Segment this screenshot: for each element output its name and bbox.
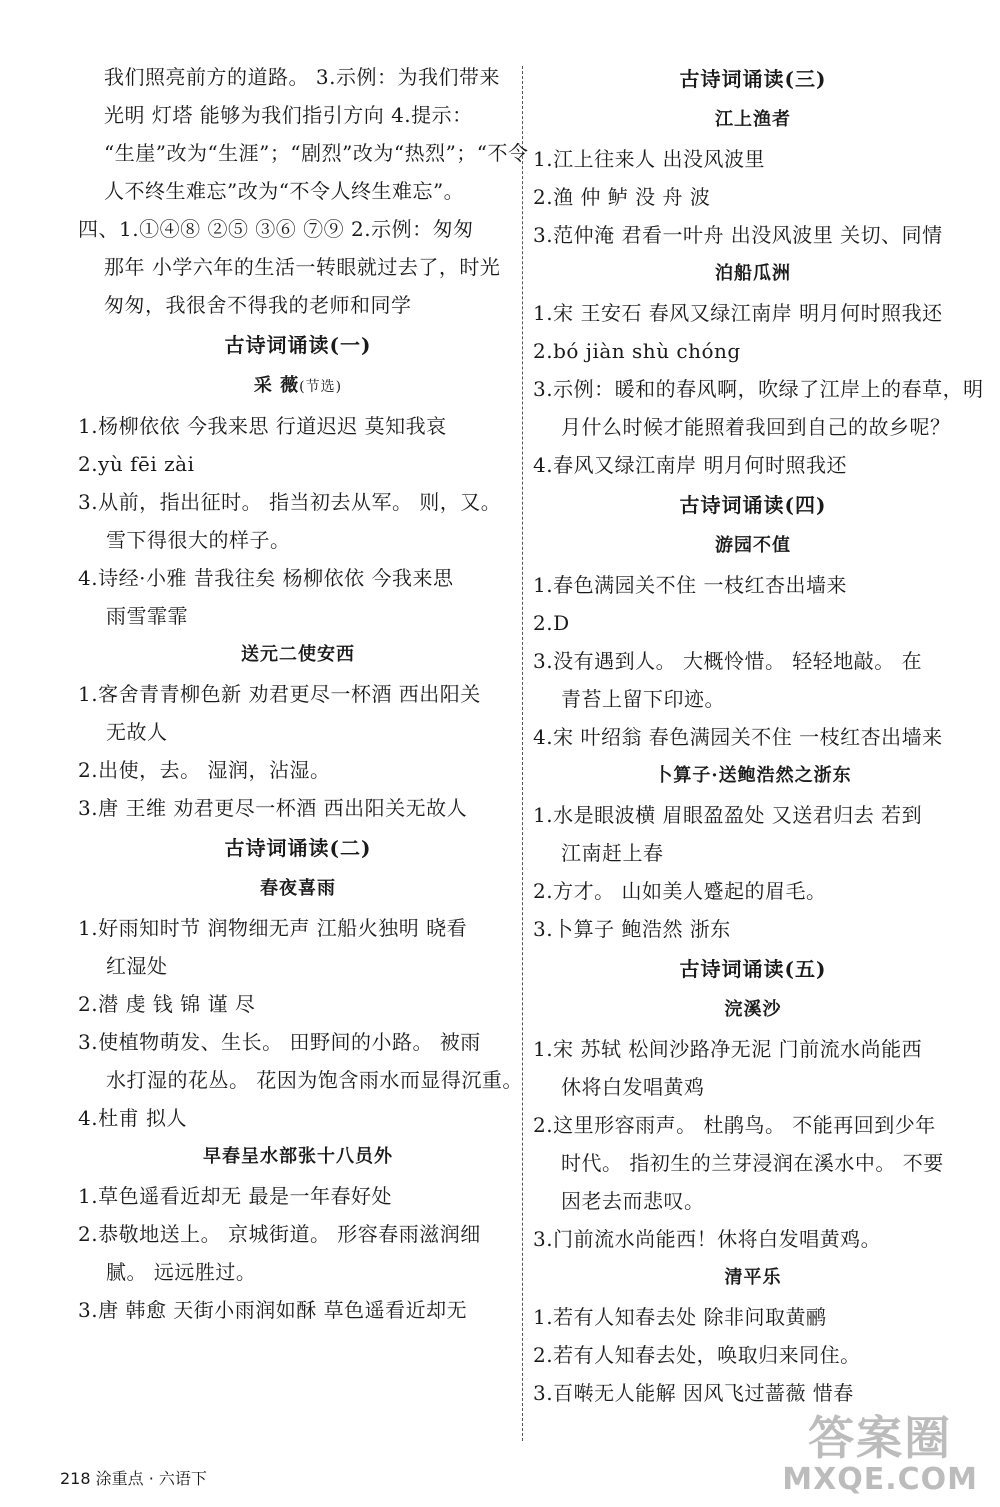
right-column <box>533 58 984 1412</box>
answer-line: 水打湿的花丛。 花因为饱含雨水而显得沉重。 <box>106 1068 523 1092</box>
answer-line: 4.诗经·小雅 昔我往矣 杨柳依依 今我来思 <box>78 566 454 590</box>
answer-line: 1.宋 王安石 春风又绿江南岸 明月何时照我还 <box>533 301 943 325</box>
answer-line: 4.春风又绿江南岸 明月何时照我还 <box>533 453 847 477</box>
poem-title <box>533 756 973 796</box>
answer-line: 时代。 指初生的兰芽浸润在溪水中。 不要 <box>561 1151 944 1175</box>
poem-title <box>78 1137 518 1177</box>
answer-line: 匆匆，我很舍不得我的老师和同学 <box>104 293 412 317</box>
section-heading: 古诗词诵读(二) <box>224 836 372 860</box>
answer-line: 1.宋 苏轼 松间沙路净无泥 门前流水尚能西 <box>533 1037 923 1061</box>
poem-title-text: 卜算子·送鲍浩然之浙东 <box>654 765 852 786</box>
answer-line: 3.从前，指出征时。 指当初去从军。 则，又。 <box>78 490 502 514</box>
answer-line: 1.水是眼波横 眉眼盈盈处 又送君归去 若到 <box>533 803 923 827</box>
poem-title-text: 采 薇 <box>253 375 300 396</box>
answer-line: 3.卜算子 鲍浩然 浙东 <box>533 917 731 941</box>
left-column <box>78 58 529 1329</box>
poem-title-text: 泊船瓜洲 <box>715 263 791 284</box>
answer-line: 3.范仲淹 君看一叶舟 出没风波里 关切、同情 <box>533 223 943 247</box>
answer-line: 3.使植物萌发、生长。 田野间的小路。 被雨 <box>78 1030 481 1054</box>
page-footer <box>60 1466 207 1489</box>
watermark-text: 答案圈 <box>808 1411 953 1465</box>
answer-line: 青苔上留下印迹。 <box>561 687 725 711</box>
answer-line: 3.门前流水尚能西！休将白发唱黄鸡。 <box>533 1227 882 1251</box>
poem-title <box>533 990 973 1030</box>
answer-line: 四、1.①④⑧ ②⑤ ③⑥ ⑦⑨ 2.示例：匆匆 <box>78 217 474 241</box>
poem-title <box>78 366 518 407</box>
answer-line: 1.若有人知春去处 除非问取黄鹂 <box>533 1305 827 1329</box>
answer-line: 腻。 远远胜过。 <box>106 1260 257 1284</box>
answer-line: 我们照亮前方的道路。 3.示例：为我们带来 <box>104 65 500 89</box>
answer-line: 3.示例：暖和的春风啊，吹绿了江岸上的春草，明 <box>533 377 984 401</box>
answer-line: 2.潜 虔 钱 锦 谨 尽 <box>78 992 256 1016</box>
answer-line: 3.唐 韩愈 天街小雨润如酥 草色遥看近却无 <box>78 1298 468 1322</box>
answer-line: 无故人 <box>106 720 168 744</box>
poem-title-note: (节选) <box>299 379 343 395</box>
poem-title <box>533 526 973 566</box>
column-divider <box>522 66 523 1441</box>
watermark-url: MXQE.COM <box>782 1462 978 1497</box>
poem-title-text: 早春呈水部张十八员外 <box>203 1146 393 1167</box>
page-number: 218 <box>60 1469 91 1488</box>
answer-line: 月什么时候才能照着我回到自己的故乡呢？ <box>561 415 951 439</box>
answer-line: 1.好雨知时节 润物细无声 江船火独明 晓看 <box>78 916 468 940</box>
poem-title <box>533 100 973 140</box>
answer-line: 2.D <box>533 611 570 635</box>
poem-title-text: 江上渔者 <box>715 109 791 130</box>
answer-line: 1.客舍青青柳色新 劝君更尽一杯酒 西出阳关 <box>78 682 481 706</box>
book-title: 涂重点 · 六语下 <box>95 1469 207 1488</box>
answer-line: 因老去而悲叹。 <box>561 1189 705 1213</box>
answer-line: 3.百啭无人能解 因风飞过蔷薇 惜春 <box>533 1381 854 1405</box>
poem-title-text: 游园不值 <box>715 535 791 556</box>
answer-line: 4.宋 叶绍翁 春色满园关不住 一枝红杏出墙来 <box>533 725 943 749</box>
answer-line: 人不终生难忘”改为“不令人终生难忘”。 <box>104 179 465 203</box>
answer-line: 1.春色满园关不住 一枝红杏出墙来 <box>533 573 847 597</box>
poem-title-text: 浣溪沙 <box>724 999 782 1020</box>
poem-title <box>78 635 518 675</box>
watermark-logo <box>782 1402 978 1497</box>
answer-line: 红湿处 <box>106 954 168 978</box>
answer-line: 2.若有人知春去处，唤取归来同住。 <box>533 1343 861 1367</box>
section-heading: 古诗词诵读(五) <box>679 957 827 981</box>
answer-line: 雨雪霏霏 <box>106 604 188 628</box>
answer-line: 1.杨柳依依 今我来思 行道迟迟 莫知我哀 <box>78 414 447 438</box>
poem-title <box>533 1258 973 1298</box>
answer-line: 4.杜甫 拟人 <box>78 1106 187 1130</box>
poem-title-text: 送元二使安西 <box>241 644 355 665</box>
answer-line: 雪下得很大的样子。 <box>106 528 291 552</box>
answer-line: 1.江上往来人 出没风波里 <box>533 147 765 171</box>
answer-line: “生崖”改为“生涯”；“剧烈”改为“热烈”；“不令 <box>104 141 529 165</box>
answer-line: 那年 小学六年的生活一转眼就过去了，时光 <box>104 255 501 279</box>
answer-line: 2.出使，去。 湿润，沾湿。 <box>78 758 331 782</box>
answer-line: 休将白发唱黄鸡 <box>561 1075 705 1099</box>
section-heading: 古诗词诵读(一) <box>224 333 372 357</box>
answer-line: 3.唐 王维 劝君更尽一杯酒 西出阳关无故人 <box>78 796 468 820</box>
section-heading: 古诗词诵读(三) <box>679 67 827 91</box>
answer-line: 2.渔 仲 鲈 没 舟 波 <box>533 185 711 209</box>
section-heading: 古诗词诵读(四) <box>679 493 827 517</box>
poem-title-text: 春夜喜雨 <box>260 878 336 899</box>
answer-line: 1.草色遥看近却无 最是一年春好处 <box>78 1184 392 1208</box>
answer-line: 2.bó jiàn shù chóng <box>533 339 741 363</box>
poem-title <box>78 869 518 909</box>
answer-line: 光明 灯塔 能够为我们指引方向 4.提示： <box>104 103 473 127</box>
answer-line: 2.方才。 山如美人蹙起的眉毛。 <box>533 879 827 903</box>
answer-line: 2.这里形容雨声。 杜鹃鸟。 不能再回到少年 <box>533 1113 936 1137</box>
answer-line: 2.yù fēi zài <box>78 452 195 476</box>
answer-line: 2.恭敬地送上。 京城街道。 形容春雨滋润细 <box>78 1222 481 1246</box>
poem-title-text: 清平乐 <box>724 1267 782 1288</box>
answer-line: 江南赶上春 <box>561 841 664 865</box>
answer-line: 3.没有遇到人。 大概怜惜。 轻轻地敲。 在 <box>533 649 923 673</box>
poem-title <box>533 254 973 294</box>
